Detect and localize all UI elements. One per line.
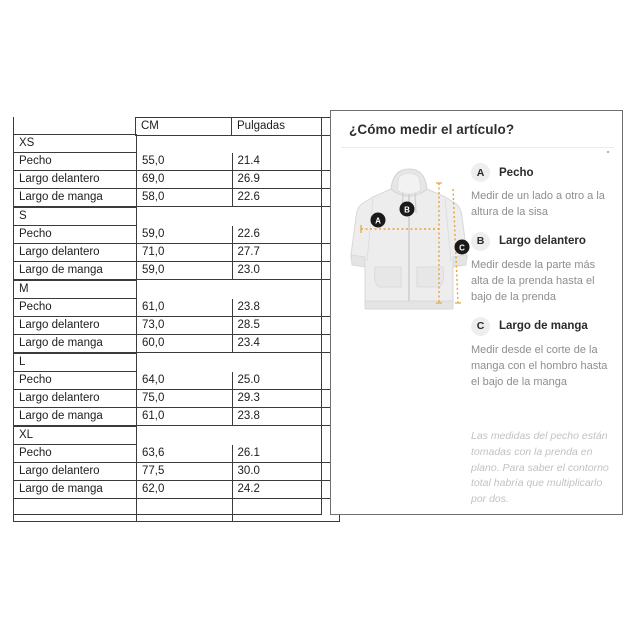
table-row bbox=[14, 299, 340, 317]
row-inches: 21.4 bbox=[232, 153, 339, 171]
table-row bbox=[14, 335, 340, 353]
title-divider bbox=[341, 147, 614, 148]
legend-heading bbox=[471, 163, 616, 182]
svg-text:C: C bbox=[459, 243, 465, 253]
row-label: Largo delantero bbox=[14, 317, 137, 335]
measure-guide-panel bbox=[330, 110, 623, 515]
row-inches: 22.6 bbox=[232, 189, 339, 207]
row-label: Largo delantero bbox=[14, 171, 137, 189]
table-row bbox=[14, 262, 340, 280]
size-group-m bbox=[13, 280, 340, 353]
table-row bbox=[14, 317, 340, 335]
page-title: ¿Cómo medir el artículo? bbox=[349, 122, 515, 137]
row-cm: 75,0 bbox=[137, 390, 233, 408]
row-cm: 71,0 bbox=[137, 244, 233, 262]
table-row-empty bbox=[14, 499, 340, 522]
spacer-cell bbox=[137, 281, 233, 299]
row-label: Largo de manga bbox=[14, 408, 137, 426]
row-inches: 28.5 bbox=[232, 317, 339, 335]
legend-heading bbox=[471, 317, 616, 336]
row-label: Largo de manga bbox=[14, 481, 137, 499]
row-inches: 22.6 bbox=[232, 226, 339, 244]
svg-text:B: B bbox=[404, 205, 410, 215]
row-cm: 64,0 bbox=[137, 372, 233, 390]
legend-label-a: Pecho bbox=[499, 166, 534, 179]
spacer-cell bbox=[232, 281, 339, 299]
size-label-xl: XL bbox=[14, 427, 137, 445]
size-group-xl bbox=[13, 426, 340, 522]
size-label-m: M bbox=[14, 281, 137, 299]
legend-label-c: Largo de manga bbox=[499, 320, 588, 333]
legend-description-c: Medir desde el corte de la manga con el hombro hasta el bajo de la manga bbox=[471, 343, 608, 388]
empty-cell bbox=[137, 499, 233, 522]
row-inches: 29.3 bbox=[232, 390, 339, 408]
table-header-row bbox=[13, 118, 340, 136]
size-group-s bbox=[13, 207, 340, 280]
row-inches: 25.0 bbox=[232, 372, 339, 390]
row-label: Pecho bbox=[14, 226, 137, 244]
size-label-row bbox=[14, 281, 340, 299]
badge-b-icon: B bbox=[471, 232, 490, 251]
table-row bbox=[14, 189, 340, 207]
row-label: Pecho bbox=[14, 372, 137, 390]
measure-legend-list bbox=[471, 163, 616, 402]
measure-note: Las medidas del pecho están tomadas con la prenda en plano. Para saber el contorno total habría que multiplicarlo por dos. bbox=[471, 430, 609, 505]
hoodie-jacket-illustration bbox=[345, 163, 473, 323]
row-cm: 73,0 bbox=[137, 317, 233, 335]
size-label-row bbox=[14, 208, 340, 226]
spacer-cell bbox=[137, 354, 233, 372]
table-row bbox=[14, 153, 340, 171]
header-cell-inches: Pulgadas bbox=[232, 118, 340, 136]
size-label-xs: XS bbox=[14, 135, 137, 153]
row-label: Pecho bbox=[14, 445, 137, 463]
table-row bbox=[14, 244, 340, 262]
size-group-l bbox=[13, 353, 340, 426]
row-label: Pecho bbox=[14, 299, 137, 317]
row-cm: 62,0 bbox=[137, 481, 233, 499]
header-cell-empty bbox=[13, 118, 136, 136]
row-label: Largo delantero bbox=[14, 244, 137, 262]
divider-dot bbox=[607, 151, 609, 153]
legend-item-a bbox=[471, 163, 616, 221]
row-cm: 69,0 bbox=[137, 171, 233, 189]
row-cm: 59,0 bbox=[137, 262, 233, 280]
spacer-cell bbox=[232, 208, 339, 226]
empty-cell bbox=[14, 499, 137, 522]
table-row bbox=[14, 481, 340, 499]
size-label-s: S bbox=[14, 208, 137, 226]
row-cm: 61,0 bbox=[137, 299, 233, 317]
row-label: Largo delantero bbox=[14, 463, 137, 481]
row-cm: 59,0 bbox=[137, 226, 233, 244]
badge-c-icon: C bbox=[471, 317, 490, 336]
row-cm: 58,0 bbox=[137, 189, 233, 207]
legend-item-b bbox=[471, 232, 616, 306]
size-label-row bbox=[14, 135, 340, 153]
row-inches: 26.1 bbox=[232, 445, 339, 463]
table-row bbox=[14, 408, 340, 426]
row-label: Largo delantero bbox=[14, 390, 137, 408]
size-label-row bbox=[14, 354, 340, 372]
empty-cell bbox=[232, 499, 339, 522]
row-inches: 24.2 bbox=[232, 481, 339, 499]
spacer-cell bbox=[232, 427, 339, 445]
table-row bbox=[14, 445, 340, 463]
badge-a-icon: A bbox=[471, 163, 490, 182]
row-label: Largo de manga bbox=[14, 189, 137, 207]
row-inches: 23.8 bbox=[232, 299, 339, 317]
legend-item-c bbox=[471, 317, 616, 391]
legend-description-a: Medir de un lado a otro a la altura de la sisa bbox=[471, 190, 605, 218]
row-cm: 60,0 bbox=[137, 335, 233, 353]
svg-text:A: A bbox=[375, 216, 381, 226]
row-inches: 23.8 bbox=[232, 408, 339, 426]
row-cm: 55,0 bbox=[137, 153, 233, 171]
row-inches: 26.9 bbox=[232, 171, 339, 189]
row-label: Largo de manga bbox=[14, 335, 137, 353]
legend-description-b: Medir desde la parte más alta de la prenda hasta el bajo de la prenda bbox=[471, 258, 596, 303]
spacer-cell bbox=[137, 208, 233, 226]
table-row bbox=[14, 390, 340, 408]
row-inches: 27.7 bbox=[232, 244, 339, 262]
table-row bbox=[14, 463, 340, 481]
size-label-row bbox=[14, 427, 340, 445]
row-inches: 23.0 bbox=[232, 262, 339, 280]
legend-heading bbox=[471, 232, 616, 251]
row-inches: 30.0 bbox=[232, 463, 339, 481]
row-label: Largo de manga bbox=[14, 262, 137, 280]
row-cm: 61,0 bbox=[137, 408, 233, 426]
size-label-l: L bbox=[14, 354, 137, 372]
row-inches: 23.4 bbox=[232, 335, 339, 353]
table-row bbox=[14, 372, 340, 390]
row-cm: 63,6 bbox=[137, 445, 233, 463]
size-group-xs bbox=[13, 134, 340, 207]
table-row bbox=[14, 226, 340, 244]
header-cell-cm: CM bbox=[136, 118, 232, 136]
spacer-cell bbox=[137, 135, 233, 153]
row-cm: 77,5 bbox=[137, 463, 233, 481]
spacer-cell bbox=[232, 354, 339, 372]
row-label: Pecho bbox=[14, 153, 137, 171]
spacer-cell bbox=[137, 427, 233, 445]
spacer-cell bbox=[232, 135, 339, 153]
table-row bbox=[14, 171, 340, 189]
legend-label-b: Largo delantero bbox=[499, 235, 586, 248]
